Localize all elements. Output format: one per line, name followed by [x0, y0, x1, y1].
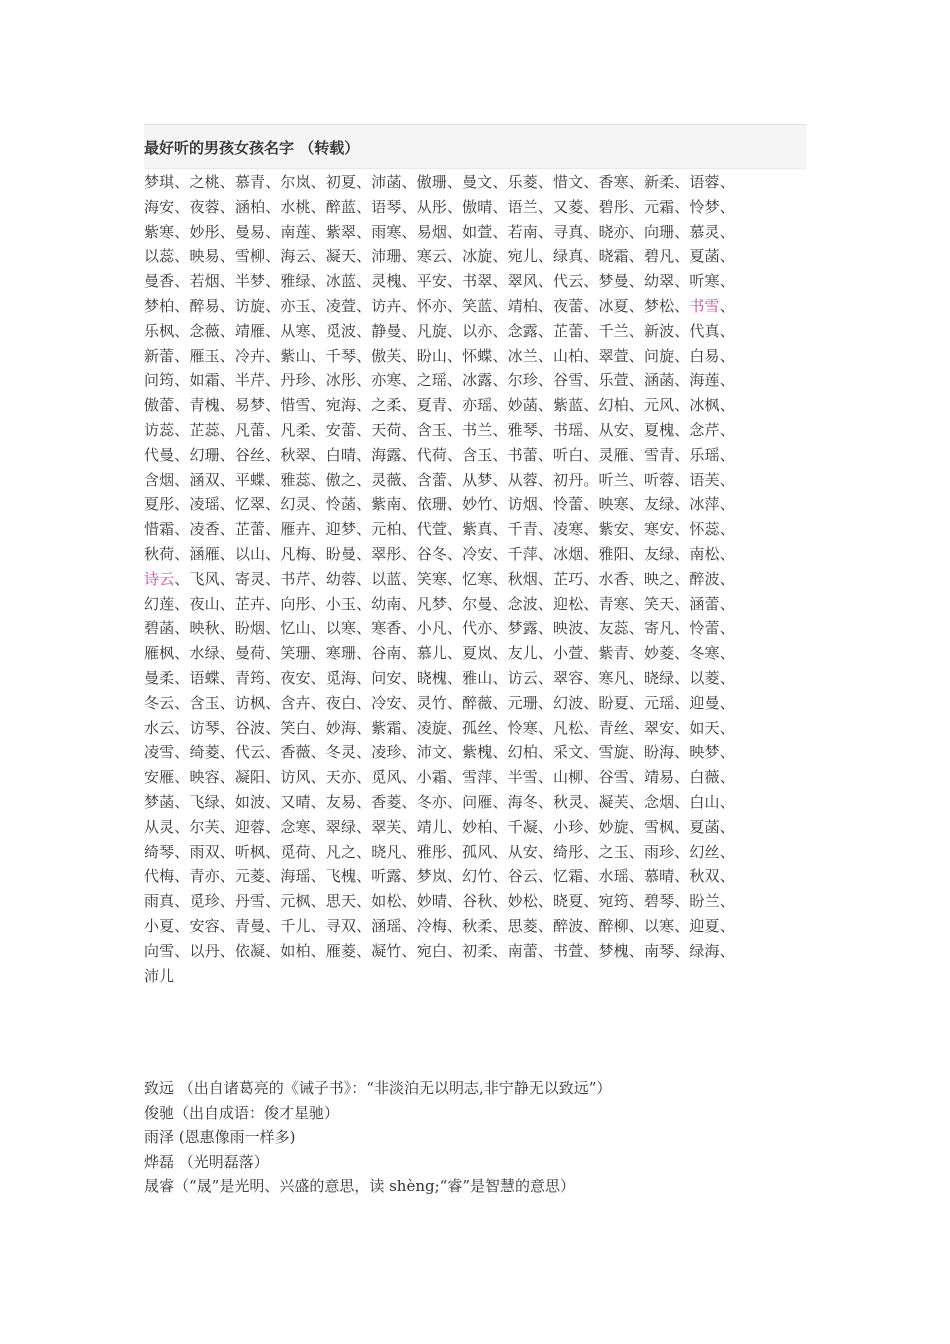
names-text: 曼香、若烟、半梦、雅绿、冰蓝、灵槐、平安、书翠、翠风、代云、梦曼、幼翠、听寒、 — [144, 272, 735, 291]
names-text: 含烟、涵双、平蝶、雅蕊、傲之、灵薇、含蕾、从梦、从蓉、初丹。听兰、听蓉、语芙、 — [144, 470, 735, 489]
names-line — [144, 864, 824, 889]
names-text: 小夏、安容、青曼、千儿、寻双、涵瑶、冷梅、秋柔、思菱、醉波、醉柳、以寒、迎夏、 — [144, 916, 735, 935]
names-line — [144, 666, 824, 691]
names-text: 访蕊、芷蕊、凡蕾、凡柔、安蕾、天荷、含玉、书兰、雅琴、书瑶、从安、夏槐、念芹、 — [144, 420, 735, 439]
names-text: 梦菡、飞绿、如波、又晴、友易、香菱、冬亦、问雁、海冬、秋灵、凝芙、念烟、白山、 — [144, 792, 735, 811]
highlighted-name: 诗云 — [144, 569, 175, 588]
names-line — [144, 492, 824, 517]
names-text: 新蕾、雁玉、冷卉、紫山、千琴、傲芙、盼山、怀蝶、冰兰、山柏、翠萱、问旋、白易、 — [144, 346, 735, 365]
names-line — [144, 443, 824, 468]
names-list — [144, 170, 824, 988]
names-text: 从灵、尔芙、迎蓉、念寒、翠绿、翠芙、靖儿、妙柏、千凝、小珍、妙旋、雪枫、夏菡、 — [144, 817, 735, 836]
names-line — [144, 294, 824, 319]
names-text: 、飞风、寄灵、书芹、幼蓉、以蓝、笑寒、忆寒、秋烟、芷巧、水香、映之、醉波、 — [174, 569, 735, 588]
names-line — [144, 914, 824, 939]
note-line: 雨泽 (恩惠像雨一样多) — [144, 1128, 296, 1146]
names-text: 梦琪、之桃、慕青、尔岚、初夏、沛菡、傲珊、曼文、乐菱、惜文、香寒、新柔、语蓉、 — [144, 173, 735, 191]
title-bar — [144, 124, 806, 169]
names-line — [144, 517, 824, 542]
names-line — [144, 592, 824, 617]
names-text: 冬云、含玉、访枫、含卉、夜白、冷安、灵竹、醉薇、元珊、幻波、盼夏、元瑶、迎曼、 — [144, 693, 735, 712]
names-text: 代曼、幻珊、谷丝、秋翠、白晴、海露、代荷、含玉、书蕾、听白、灵雁、雪青、乐瑶、 — [144, 445, 735, 464]
names-text: 乐枫、念薇、靖雁、从寒、觅波、静曼、凡旋、以亦、念露、芷蕾、千兰、新波、代真、 — [144, 321, 735, 340]
names-line — [144, 368, 824, 393]
names-line — [144, 542, 824, 567]
names-line — [144, 889, 824, 914]
names-text: 雨真、觅珍、丹雪、元枫、思天、如松、妙晴、谷秋、妙松、晓夏、宛筠、碧琴、盼兰、 — [144, 892, 735, 911]
names-line — [144, 641, 824, 666]
names-line — [144, 269, 824, 294]
names-text: 碧菡、映秋、盼烟、忆山、以寒、寒香、小凡、代亦、梦露、映波、友蕊、寄凡、怜蕾、 — [144, 619, 735, 638]
names-line — [144, 964, 824, 989]
names-text: 傲蕾、青槐、易梦、惜雪、宛海、之柔、夏青、亦瑶、妙菡、紫蓝、幻柏、元风、冰枫、 — [144, 396, 735, 415]
names-line — [144, 393, 824, 418]
names-text: 凌雪、绮菱、代云、香薇、冬灵、凌珍、沛文、紫槐、幻柏、采文、雪旋、盼海、映梦、 — [144, 743, 735, 762]
names-text: 水云、访琴、谷波、笑白、妙海、紫霜、凌旋、孤丝、怜寒、凡松、青丝、翠安、如天、 — [144, 718, 735, 737]
note-line: 俊驰（出自成语：俊才星驰） — [144, 1103, 340, 1122]
names-text: 海安、夜蓉、涵柏、水桃、醉蓝、语琴、从彤、傲晴、语兰、又菱、碧彤、元霜、怜梦、 — [144, 197, 735, 216]
names-line — [144, 765, 824, 790]
names-line — [144, 815, 824, 840]
note-line: 致远 （出自诸葛亮的《诫子书》：“非淡泊无以明志,非宁静无以致远”） — [144, 1079, 612, 1097]
names-line — [144, 244, 824, 269]
name-notes — [144, 1076, 611, 1199]
note-line: 晟睿（“晟”是光明、兴盛的意思，读 shèng;“睿”是智慧的意思） — [144, 1177, 575, 1195]
names-line — [144, 220, 824, 245]
names-line — [144, 790, 824, 815]
highlighted-name: 书雪 — [689, 296, 720, 315]
names-line — [144, 567, 824, 592]
names-text: 幻莲、夜山、芷卉、向彤、小玉、幼南、凡梦、尔曼、念波、迎松、青寒、笑天、涵蕾、 — [144, 594, 735, 613]
names-line — [144, 840, 824, 865]
names-text: 、 — [719, 296, 735, 315]
names-text: 问筠、如霜、半芹、丹珍、冰彤、亦寒、之瑶、冰露、尔珍、谷雪、乐萱、涵菡、海莲、 — [144, 371, 735, 390]
names-text: 惜霜、凌香、芷蕾、雁卉、迎梦、元柏、代萱、紫真、千青、凌寒、紫安、寒安、怀蕊、 — [144, 520, 735, 539]
names-text: 雁枫、水绿、曼荷、笑珊、寒珊、谷南、慕儿、夏岚、友儿、小萱、紫青、妙菱、冬寒、 — [144, 644, 735, 663]
names-line — [144, 195, 824, 220]
names-text: 安雁、映容、凝阳、访风、天亦、觅风、小霜、雪萍、半雪、山柳、谷雪、靖易、白薇、 — [144, 768, 735, 787]
note-line: 烨磊 （光明磊落） — [144, 1152, 269, 1171]
names-text: 梦柏、醉易、访旋、亦玉、凌萱、访卉、怀亦、笑蓝、靖柏、夜蕾、冰夏、梦松、 — [144, 296, 690, 315]
names-text: 秋荷、涵雁、以山、凡梅、盼曼、翠彤、谷冬、冷安、千萍、冰烟、雅阳、友绿、南松、 — [144, 544, 735, 563]
names-line — [144, 616, 824, 641]
names-text: 紫寒、妙彤、曼易、南莲、紫翠、雨寒、易烟、如萱、若南、寻真、晓亦、向珊、慕灵、 — [144, 222, 735, 241]
names-text: 绮琴、雨双、听枫、觅荷、凡之、晓凡、雅彤、孤风、从安、绮彤、之玉、雨珍、幻丝、 — [144, 842, 735, 861]
names-text: 代梅、青亦、元菱、海瑶、飞槐、听露、梦岚、幻竹、谷云、忆霜、水瑶、慕晴、秋双、 — [144, 867, 735, 886]
names-line — [144, 468, 824, 493]
page-title: 最好听的男孩女孩名字 （转载） — [144, 139, 360, 157]
names-line — [144, 691, 824, 716]
names-line — [144, 170, 824, 195]
names-text: 夏彤、凌瑶、忆翠、幻灵、怜菡、紫南、依珊、妙竹、访烟、怜蕾、映寒、友绿、冰萍、 — [144, 495, 735, 514]
names-line — [144, 740, 824, 765]
names-line — [144, 418, 824, 443]
names-line — [144, 939, 824, 964]
names-line — [144, 319, 824, 344]
names-text: 向雪、以丹、依凝、如柏、雁菱、凝竹、宛白、初柔、南蕾、书萱、梦槐、南琴、绿海、 — [144, 941, 735, 960]
names-text: 沛儿 — [144, 966, 175, 985]
names-text: 以蕊、映易、雪柳、海云、凝天、沛珊、寒云、冰旋、宛儿、绿真、晓霜、碧凡、夏菡、 — [144, 247, 735, 266]
names-line — [144, 716, 824, 741]
names-text: 曼柔、语蝶、青筠、夜安、觅海、问安、晓槐、雅山、访云、翠容、寒凡、晓绿、以菱、 — [144, 668, 735, 687]
names-line — [144, 344, 824, 369]
